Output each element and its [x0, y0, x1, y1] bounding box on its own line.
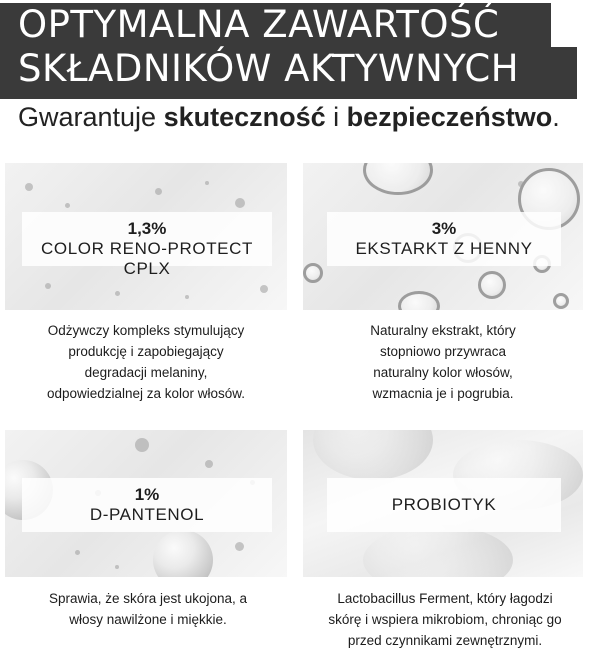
- ingredient-label-4: [327, 478, 561, 532]
- tagline-safety: bezpieczeństwo: [346, 102, 553, 132]
- tagline-middle: i: [325, 102, 347, 132]
- ingredient-label-2: [327, 212, 561, 266]
- ingredient-label-1: [22, 212, 272, 278]
- ingredient-description: Lactobacillus Ferment, który łagodzi skórę i wspiera mikrobiom, chroniąc go przed czynnikami zewnętrznymi.: [328, 591, 562, 648]
- ingredient-name: COLOR RENO-PROTECT CPLX: [41, 239, 253, 278]
- ingredient-description: Naturalny ekstrakt, który stopniowo przywraca naturalny kolor włosów, wzmacnia je i pogrubia.: [370, 323, 516, 401]
- ingredient-percent: 1%: [134, 485, 160, 504]
- tagline-suffix: .: [552, 102, 560, 132]
- ingredient-percent: 1,3%: [127, 219, 167, 238]
- tagline: [18, 100, 560, 134]
- ingredient-name: EKSTARKT Z HENNY: [355, 239, 533, 258]
- ingredient-name: PROBIOTYK: [391, 495, 497, 514]
- ingredient-description: Odżywczy kompleks stymulujący produkcję i zapobiegający degradacji melaniny, odpowiedzialnej za kolor włosów.: [46, 323, 246, 401]
- tagline-effectiveness: skuteczność: [163, 102, 326, 132]
- ingredient-name: D-PANTENOL: [89, 505, 205, 524]
- tagline-prefix: Gwarantuje: [18, 102, 164, 132]
- headline-line-2: SKŁADNIKÓW AKTYWNYCH: [0, 47, 577, 99]
- ingredient-label-3: [22, 478, 272, 532]
- ingredient-description: Sprawia, że skóra jest ukojona, a włosy nawilżone i miękkie.: [48, 591, 248, 627]
- ingredient-percent: 3%: [431, 219, 457, 238]
- headline-line-1: OPTYMALNA ZAWARTOŚĆ: [0, 3, 551, 47]
